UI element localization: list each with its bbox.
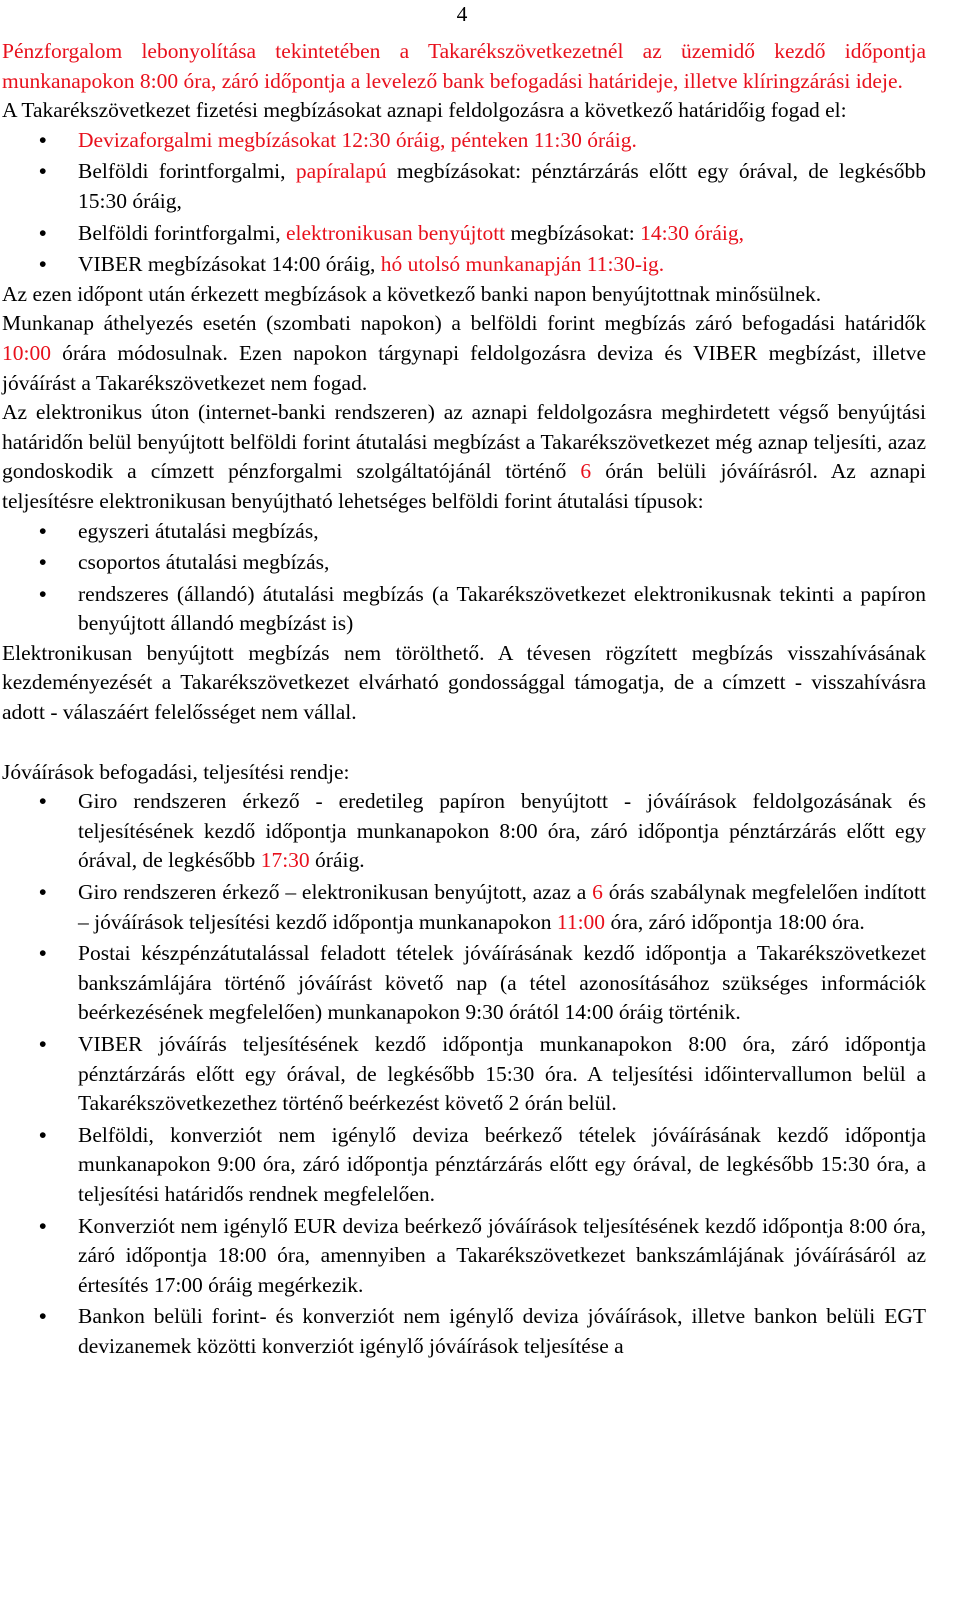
text-run: óráig.: [309, 848, 365, 873]
credit-rules-list: [2, 787, 926, 1361]
highlight-run: 11:00: [556, 909, 606, 934]
list-item: [2, 787, 926, 876]
list-item: [2, 126, 926, 156]
highlight-run: 10:00: [2, 340, 51, 365]
text-run: Az elektronikus úton (internet-banki rendszeren) az aznapi feldolgozásra meghirdetett végső benyújtási határidőn belül benyújtott belföldi forint átutalási megbízást a Takarékszövetkezet még aznap teljesíti, azaz gondoskodik a címzett pénzforgalmi szolgáltatójánál történő: [2, 400, 926, 484]
list-item: • rendszeres (állandó) átutalási megbízás (a Takarékszövetkezet elektronikusnak tekinti a papíron benyújtott állandó megbízást is): [2, 580, 926, 639]
highlight-run: elektronikusan benyújtott: [286, 220, 506, 245]
highlight-run: 17:30: [260, 848, 310, 873]
text-run: órán belüli jóváírásról. Az aznapi teljesítésre elektronikusan benyújtható lehetséges belföldi forint átutalási típusok:: [2, 459, 926, 513]
transfer-type-list: [2, 517, 926, 639]
text-run: Munkanap áthelyezés esetén (szombati napokon) a belföldi forint megbízás záró befogadási határidők: [2, 311, 926, 336]
deadline-list: [2, 126, 926, 280]
spacer: [2, 728, 926, 758]
document-body: [2, 37, 926, 1362]
paragraph-order-deadlines-intro: A Takarékszövetkezet fizetési megbízásokat aznapi feldolgozásra a következő határidőig fogad el:: [2, 98, 847, 123]
list-item: • csoportos átutalási megbízás,: [2, 548, 926, 578]
page-number: 4: [456, 2, 468, 26]
text-run: Belföldi forintforgalmi,: [78, 220, 286, 245]
list-item: • VIBER jóváírás teljesítésének kezdő időpontja munkanapokon 8:00 óra, záró időpontja pénztárzárás előtt egy órával, de legkésőbb 15:30 óra. A teljesítési időintervallumon belül a Takarékszövetkezethez történő beérkezést követő 2 órán belül.: [2, 1030, 926, 1119]
list-item-text: Devizaforgalmi megbízásokat 12:30 óráig, pénteken 11:30 óráig.: [78, 127, 637, 152]
list-item: [2, 250, 926, 280]
text-run: megbízásokat: pénztárzárás előtt egy órával, de legkésőbb 15:30 óráig,: [78, 159, 926, 213]
paragraph-credits-heading: Jóváírások befogadási, teljesítési rendje:: [2, 759, 350, 784]
highlight-run: 6: [592, 880, 603, 905]
paragraph-workday-shift: [2, 309, 926, 398]
text-run: órás szabálynak megfelelően indított – jóváírások teljesítési kezdő időpontja munkanapokon: [78, 880, 927, 934]
text-run: Giro rendszeren érkező - eredetileg papíron benyújtott - jóváírások feldolgozásának és teljesítésének kezdő időpontja munkanapokon 8:00 óra, záró időpontja pénztárzárás előtt egy órával, de legkésőbb: [78, 789, 926, 873]
text-run: Giro rendszeren érkező – elektronikusan benyújtott, azaz a: [78, 880, 593, 905]
text-run: órára módosulnak. Ezen napokon tárgynapi feldolgozásra deviza és VIBER megbízást, illetve jóváírást a Takarékszövetkezet nem fogad.: [2, 340, 926, 395]
paragraph-late-orders: Az ezen időpont után érkezett megbízások a következő banki napon benyújtottnak minősülnek.: [2, 281, 822, 306]
list-item: • Bankon belüli forint- és konverziót nem igénylő deviza jóváírások, illetve bankon belüli EGT devizanemek közötti konverziót igénylő jóváírások teljesítése a: [2, 1302, 926, 1361]
highlight-run: 14:30 óráig,: [640, 220, 744, 245]
list-item: • egyszeri átutalási megbízás,: [2, 517, 926, 547]
text-run: VIBER megbízásokat 14:00 óráig,: [78, 252, 381, 277]
list-item: [2, 157, 926, 216]
paragraph-recall: Elektronikusan benyújtott megbízás nem törölthető. A tévesen rögzített megbízás visszahívásának kezdeményezését a Takarékszövetkezet elvárható gondossággal támogatja, de a címzett - visszahívásra adott - válaszáért felelősséget nem vállal.: [2, 640, 926, 725]
highlight-run: 6: [580, 459, 592, 484]
paragraph-operating-hours: Pénzforgalom lebonyolítása tekintetében a Takarékszövetkezetnél az üzemidő kezdő időpontja munkanapokon 8:00 óra, záró időpontja a levelező bank befogadási határideje, illetve klíringzárási ideje.: [2, 39, 926, 93]
highlight-run: papíralapú: [295, 159, 387, 184]
list-item: • Konverziót nem igénylő EUR deviza beérkező jóváírások teljesítésének kezdő időpontja 8:00 óra, záró időpontja 18:00 óra, amennyiben a Takarékszövetkezet bankszámlájának jóváírásáról az értesítés 17:00 óráig megérkezik.: [2, 1212, 926, 1301]
text-run: megbízásokat:: [505, 220, 641, 245]
paragraph-electronic-transfers: [2, 398, 926, 516]
text-run: Belföldi forintforgalmi,: [78, 159, 296, 184]
list-item: [2, 878, 926, 937]
list-item: • Postai készpénzátutalással feladott tételek jóváírásának kezdő időpontja a Takarékszövetkezet bankszámlájára történő jóváírást követő nap (a tétel azonosításához szükséges információk beérkezésének megfelelően) munkanapokon 9:30 órától 14:00 óráig történik.: [2, 939, 926, 1028]
text-run: óra, záró időpontja 18:00 óra.: [605, 909, 865, 934]
list-item: [2, 219, 926, 249]
list-item: • Belföldi, konverziót nem igénylő deviza beérkező tételek jóváírásának kezdő időpontja munkanapokon 9:00 óra, záró időpontja pénztárzárás előtt egy órával, de legkésőbb 15:30 óra, a teljesítési határidős rendnek megfelelően.: [2, 1121, 926, 1210]
highlight-run: hó utolsó munkanapján 11:30-ig.: [380, 252, 665, 277]
